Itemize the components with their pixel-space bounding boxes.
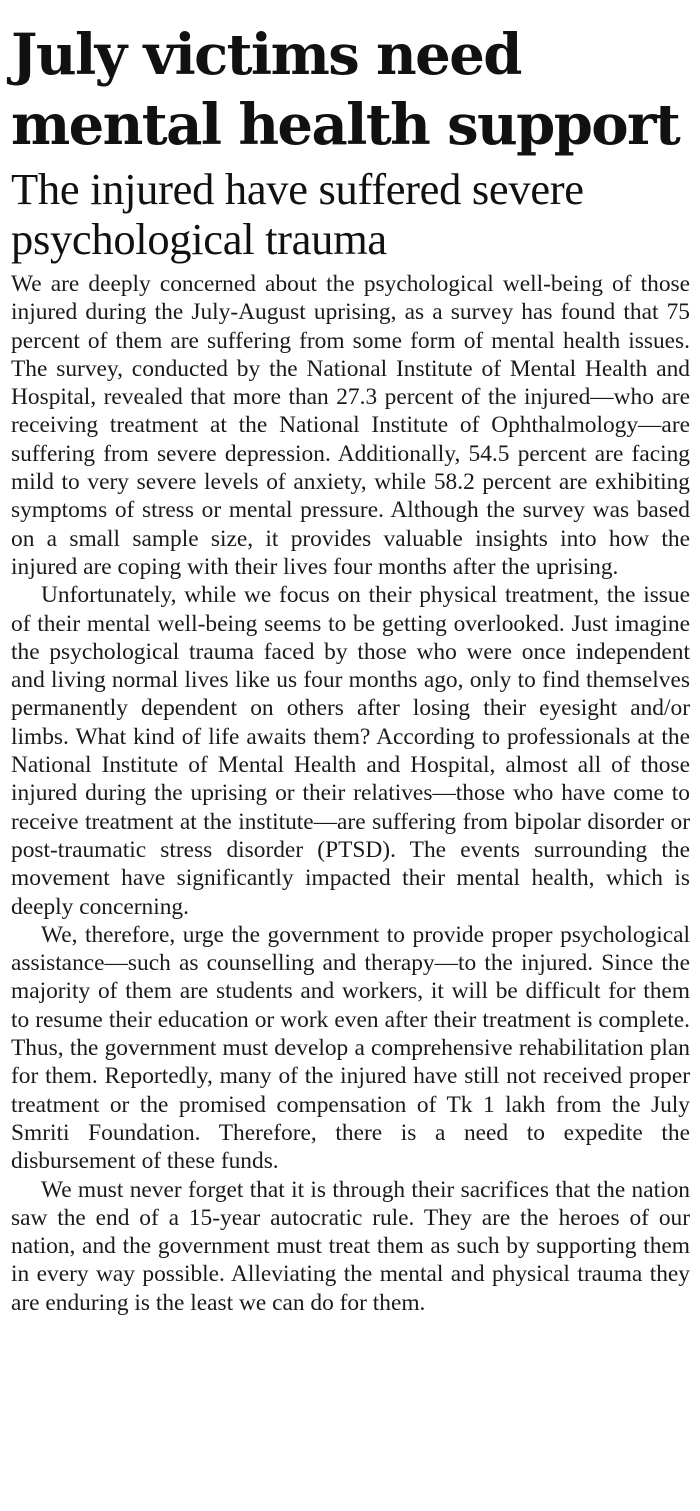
article-headline: July victims need mental health support xyxy=(11,22,680,158)
article-subheadline: The injured have suffered severe psychological trauma xyxy=(11,164,584,264)
article-paragraph-4: We must never forget that it is through their sacrifices that the nation saw the end of a 15-year autocratic rule. They are the heroes of our nation, and the government must treat them as such by supporting them in every way possible. Alleviating the mental and physical trauma they are enduring is the least we can do for them. xyxy=(11,1176,690,1316)
article-paragraph-2: Unfortunately, while we focus on their physical treatment, the issue of their mental well-being seems to be getting overlooked. Just imagine the psychological trauma faced by those who were once independent and living normal lives like us four months ago, only to find themselves permanently dependent on others after losing their eyesight and/or limbs. What kind of life awaits them? According to professionals at the National Institute of Mental Health and Hospital, almost all of those injured during the uprising or their relatives—those who have come to receive treatment at the institute—are suffering from bipolar disorder or post-traumatic stress disorder (PTSD). The events surrounding the movement have significantly impacted their mental health, which is deeply concerning. xyxy=(11,582,690,920)
article-paragraph-1: We are deeply concerned about the psychological well-being of those injured during the July-August uprising, as a survey has found that 75 percent of them are suffering from some form of mental health issues. The survey, conducted by the National Institute of Mental Health and Hospital, revealed that more than 27.3 percent of the injured—who are receiving treatment at the National Institute of Ophthalmology—are suffering from severe depression. Additionally, 54.5 percent are facing mild to very severe levels of anxiety, while 58.2 percent are exhibiting symptoms of stress or mental pressure. Although the survey was based on a small sample size, it provides valuable insights into how the injured are coping with their lives four months after the uprising. xyxy=(11,271,690,580)
article-paragraph-3: We, therefore, urge the government to provide proper psychological assistance—such as counselling and therapy—to the injured. Since the majority of them are students and workers, it will be difficult for them to resume their education or work even after their treatment is complete. Thus, the government must develop a comprehensive rehabilitation plan for them. Reportedly, many of the injured have still not received proper treatment or the promised compensation of Tk 1 lakh from the July Smriti Foundation. Therefore, there is a need to expedite the disbursement of these funds. xyxy=(11,921,690,1175)
article-body xyxy=(11,270,690,1317)
